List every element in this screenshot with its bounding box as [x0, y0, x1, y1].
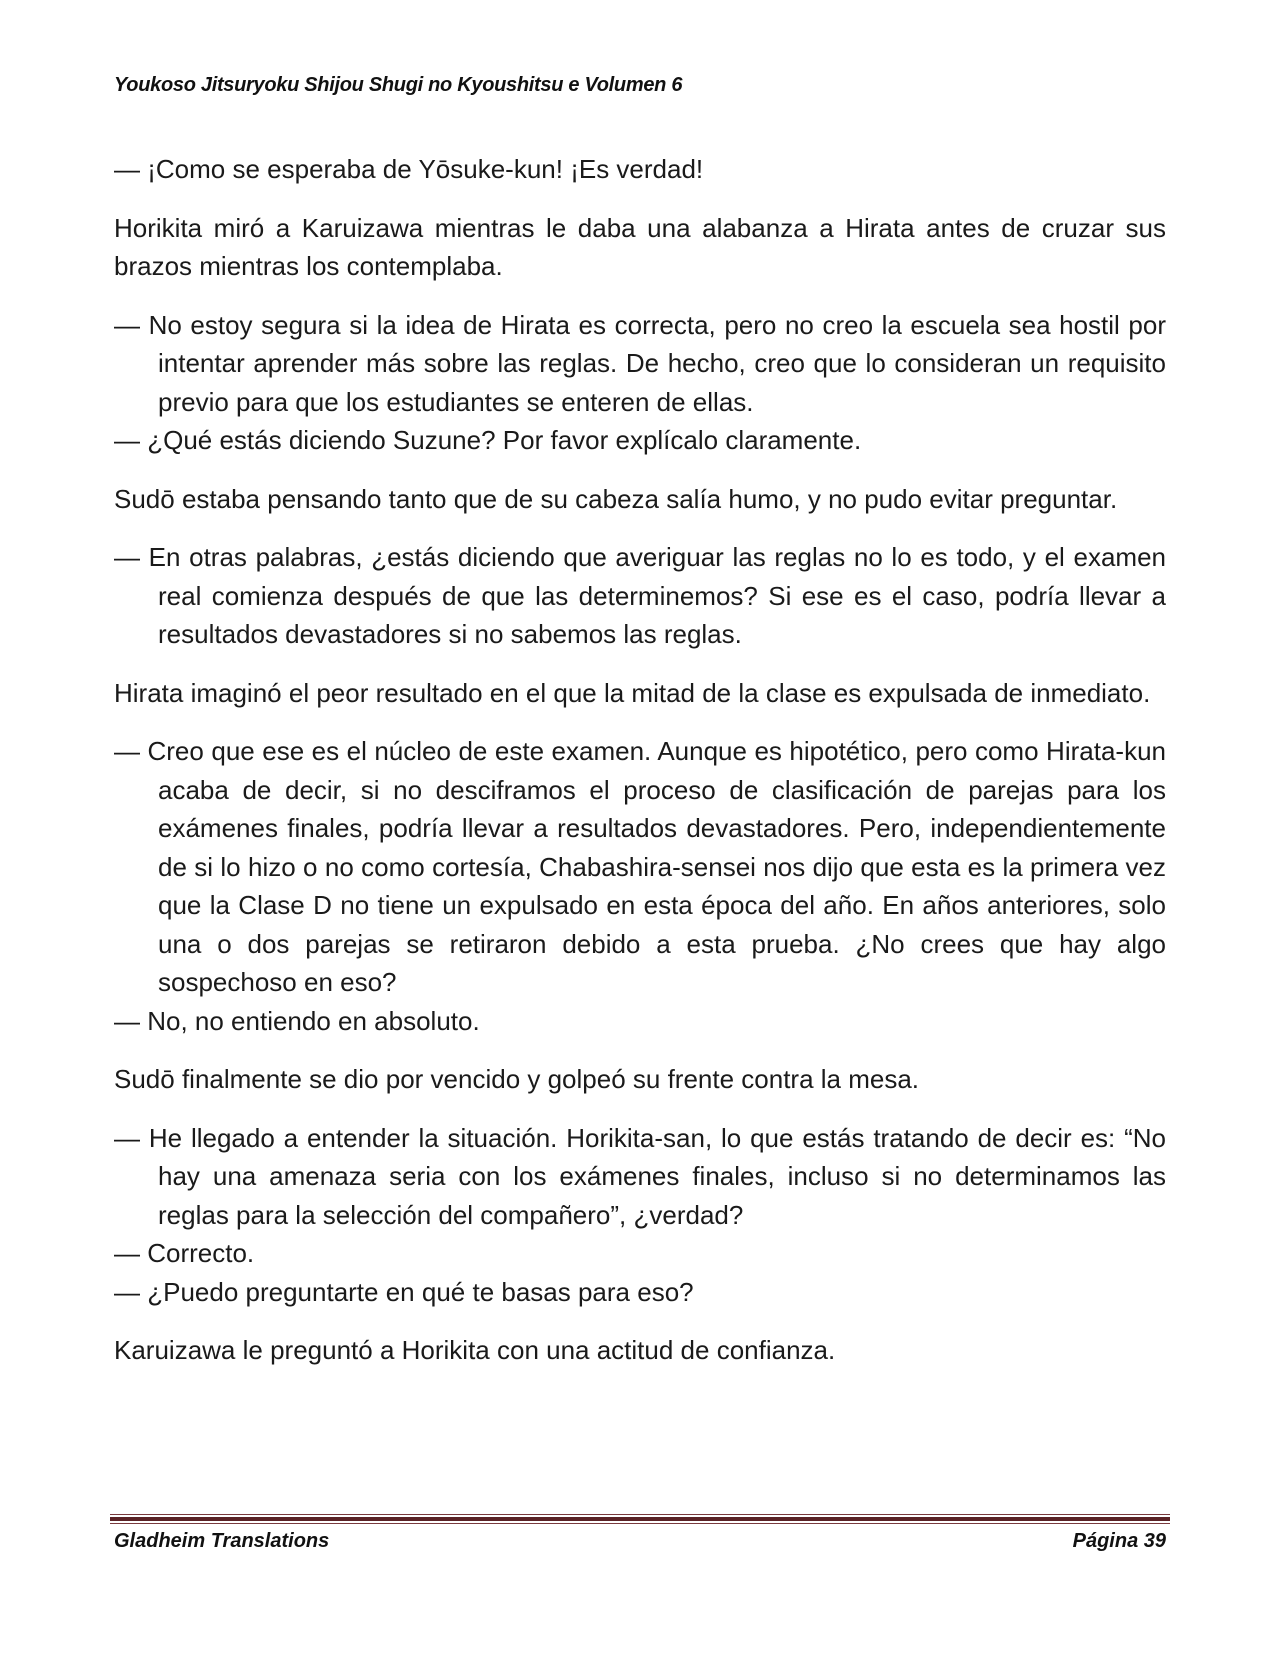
dialogue-line: — Creo que ese es el núcleo de este examen. Aunque es hipotético, pero como Hirata-kun acaba de decir, si no desciframos el proceso de clasificación de parejas para los exámenes finales, podría llevar a resultados devastadores. Pero, independientemente de si lo hizo o no como cortesía, Chabashira-sensei nos dijo que esta es la primera vez que la Clase D no tiene un expulsado en esta época del año. En años anteriores, solo una o dos parejas se retiraron debido a esta prueba. ¿No crees que hay algo sospechoso en eso?: [114, 736, 1166, 997]
dialogue-line: — En otras palabras, ¿estás diciendo que averiguar las reglas no lo es todo, y el examen real comienza después de que las determinemos? Si ese es el caso, podría llevar a resultados devastadores si no sabemos las reglas.: [114, 542, 1166, 649]
dialogue-line: — ¡Como se esperaba de Yōsuke-kun! ¡Es verdad!: [114, 154, 704, 184]
footer-credit: Gladheim Translations: [114, 1530, 330, 1552]
narration-paragraph: Horikita miró a Karuizawa mientras le daba una alabanza a Hirata antes de cruzar sus brazos mientras los contemplaba.: [114, 212, 1166, 281]
dialogue-line: — ¿Puedo preguntarte en qué te basas para eso?: [114, 1276, 694, 1307]
dialogue-line: — No estoy segura si la idea de Hirata es correcta, pero no creo la escuela sea hostil por intentar aprender más sobre las reglas. De hecho, creo que lo consideran un requisito previo para que los estudiantes se enteren de ellas.: [114, 309, 1166, 417]
narration-paragraph: Karuizawa le preguntó a Horikita con una actitud de confianza.: [114, 1335, 836, 1365]
dialogue-line: — He llegado a entender la situación. Horikita-san, lo que estás tratando de decir es: “No hay una amenaza seria con los exámenes finales, incluso si no determinamos las reglas para la selección del compañero”, ¿verdad?: [114, 1122, 1166, 1230]
page-number: Página 39: [1072, 1530, 1166, 1552]
dialogue-line: — Correcto.: [114, 1238, 255, 1268]
dialogue-line: — No, no entiendo en absoluto.: [114, 1005, 480, 1036]
dialogue-line: — ¿Qué estás diciendo Suzune? Por favor explícalo claramente.: [114, 425, 862, 455]
narration-paragraph: Hirata imaginó el peor resultado en el que la mitad de la clase es expulsada de inmediato.: [114, 677, 1151, 708]
narration-paragraph: Sudō finalmente se dio por vencido y golpeó su frente contra la mesa.: [114, 1064, 920, 1094]
footer-rule: [110, 1514, 1170, 1524]
page-body: [114, 150, 1166, 1390]
narration-paragraph: Sudō estaba pensando tanto que de su cabeza salía humo, y no pudo evitar preguntar.: [114, 483, 1118, 514]
running-header: Youkoso Jitsuryoku Shijou Shugi no Kyoushitsu e Volumen 6: [114, 74, 683, 96]
